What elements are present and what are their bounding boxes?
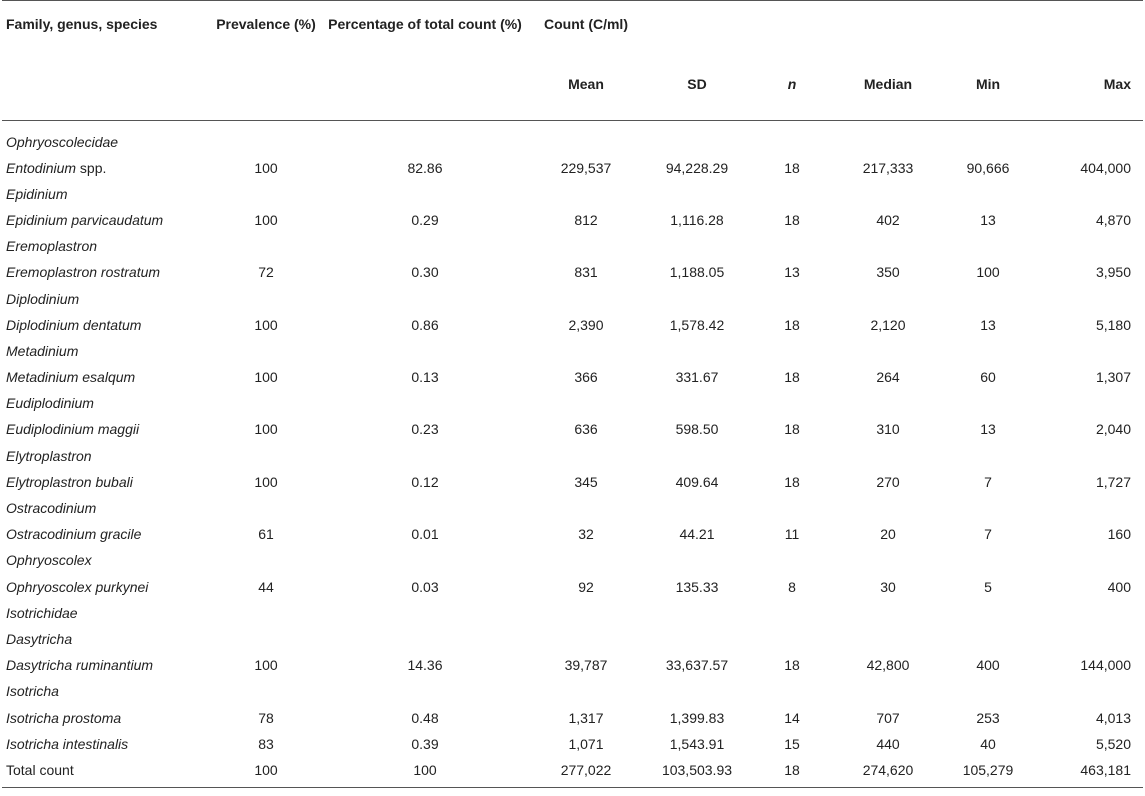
sd-cell: [643, 338, 751, 364]
max-cell: [1033, 234, 1143, 260]
header-row-bottom: [2, 76, 1143, 121]
taxon-group-row: [2, 234, 1143, 260]
sd-cell: [643, 548, 751, 574]
species-row: [2, 260, 1143, 286]
species-row: [2, 653, 1143, 679]
min-cell: [943, 121, 1033, 156]
min-cell: [943, 181, 1033, 207]
mean-cell: 1,317: [568, 709, 604, 726]
percentage-cell: 0.23: [411, 421, 439, 438]
header-blank: [2, 76, 211, 121]
max-cell: 2,040: [1095, 421, 1131, 438]
header-row-top: [2, 1, 1143, 77]
prevalence-cell: 100: [254, 211, 278, 228]
max-cell: [1033, 121, 1143, 156]
max-cell: 4,013: [1095, 709, 1131, 726]
sd-cell: 135.33: [675, 578, 719, 595]
max-cell: 1,307: [1095, 369, 1131, 386]
taxon-name-cell: [2, 653, 211, 679]
header-max: Max: [1033, 76, 1143, 121]
sd-cell: [643, 234, 751, 260]
min-cell: 7: [984, 473, 992, 490]
mean-cell: [529, 679, 643, 705]
taxon-name-cell: [2, 312, 211, 338]
sd-cell: 1,578.42: [669, 316, 725, 333]
species-row: [2, 207, 1143, 233]
max-cell: [1033, 679, 1143, 705]
species-name: Metadinium esalqum: [6, 369, 136, 386]
species-row: [2, 417, 1143, 443]
median-cell: [833, 679, 943, 705]
taxon-group-row: [2, 338, 1143, 364]
n-cell: [751, 495, 833, 521]
min-cell: 13: [980, 421, 996, 438]
min-cell: [943, 286, 1033, 312]
taxon-name-cell: Ophryoscolecidae: [6, 133, 119, 150]
n-cell: 18: [784, 159, 800, 176]
header-n: [751, 76, 833, 121]
n-cell: [751, 548, 833, 574]
header-blank: [1033, 1, 1143, 77]
mean-cell: [529, 121, 643, 156]
n-cell: 18: [784, 369, 800, 386]
prevalence-cell: 100: [254, 657, 278, 674]
mean-cell: [529, 234, 643, 260]
min-cell: [943, 679, 1033, 705]
n-cell: 18: [784, 316, 800, 333]
prevalence-cell: 83: [258, 735, 274, 752]
n-cell: [751, 234, 833, 260]
sd-cell: 331.67: [675, 369, 719, 386]
prevalence-cell: [211, 234, 321, 260]
median-cell: 402: [876, 211, 900, 228]
max-cell: [1033, 495, 1143, 521]
taxon-name-cell: [2, 417, 211, 443]
prevalence-cell: 100: [254, 369, 278, 386]
taxon-name-cell: Metadinium: [6, 342, 79, 359]
species-row: [2, 155, 1143, 181]
ciliate-count-table: [2, 0, 1143, 788]
max-cell: 4,870: [1095, 211, 1131, 228]
median-cell: 707: [876, 709, 900, 726]
median-cell: 217,333: [862, 159, 914, 176]
percentage-cell: [321, 121, 529, 156]
percentage-cell: 0.13: [411, 369, 439, 386]
sd-cell: 598.50: [675, 421, 719, 438]
min-cell: [943, 600, 1033, 626]
n-cell: [751, 600, 833, 626]
median-cell: 264: [876, 369, 900, 386]
min-cell: 7: [984, 526, 992, 543]
prevalence-cell: 78: [258, 709, 274, 726]
taxon-group-row: [2, 548, 1143, 574]
sd-cell: 1,399.83: [669, 709, 725, 726]
header-count-group: Count (C/ml): [529, 1, 643, 77]
percentage-cell: 0.86: [411, 316, 439, 333]
total-row: [2, 757, 1143, 788]
n-cell: [751, 338, 833, 364]
min-cell: 90,666: [966, 159, 1010, 176]
species-name: Diplodinium dentatum: [6, 316, 142, 333]
species-row: [2, 522, 1143, 548]
min-cell: 100: [976, 264, 1000, 281]
prevalence-cell: [211, 443, 321, 469]
mean-cell: 32: [578, 526, 594, 543]
mean-cell: 812: [574, 211, 598, 228]
prevalence-cell: [211, 286, 321, 312]
sd-cell: [643, 181, 751, 207]
n-cell: 8: [788, 578, 796, 595]
percentage-cell: 0.48: [411, 709, 439, 726]
taxon-group-row: [2, 626, 1143, 652]
percentage-cell: [321, 181, 529, 207]
taxon-group-row: [2, 181, 1143, 207]
percentage-cell: [321, 626, 529, 652]
prevalence-cell: [211, 391, 321, 417]
min-cell: [943, 548, 1033, 574]
max-cell: [1033, 443, 1143, 469]
sd-cell: [643, 443, 751, 469]
median-cell: [833, 626, 943, 652]
prevalence-cell: 61: [258, 526, 274, 543]
prevalence-cell: [211, 121, 321, 156]
header-mean: Mean: [529, 76, 643, 121]
header-sd: SD: [643, 76, 751, 121]
taxon-name-cell: [2, 469, 211, 495]
species-name: Eudiplodinium maggii: [6, 421, 140, 438]
species-row: [2, 574, 1143, 600]
sd-cell: 103,503.93: [643, 757, 751, 788]
species-row: [2, 365, 1143, 391]
max-cell: 5,180: [1095, 316, 1131, 333]
median-cell: [833, 338, 943, 364]
mean-cell: [529, 495, 643, 521]
taxon-group-row: [2, 286, 1143, 312]
percentage-cell: 0.03: [411, 578, 439, 595]
prevalence-cell: [211, 548, 321, 574]
sd-cell: 33,637.57: [665, 657, 729, 674]
mean-cell: 1,071: [568, 735, 604, 752]
prevalence-cell: [211, 600, 321, 626]
mean-cell: 229,537: [560, 159, 612, 176]
mean-cell: 831: [574, 264, 598, 281]
percentage-cell: 0.30: [411, 264, 439, 281]
min-cell: 105,279: [943, 757, 1033, 788]
species-row: [2, 705, 1143, 731]
prevalence-cell: 100: [254, 316, 278, 333]
min-cell: [943, 626, 1033, 652]
prevalence-cell: [211, 338, 321, 364]
taxon-group-row: [2, 600, 1143, 626]
prevalence-cell: 100: [254, 473, 278, 490]
max-cell: 3,950: [1095, 264, 1131, 281]
header-family: Family, genus, species: [2, 1, 211, 77]
max-cell: 1,727: [1095, 473, 1131, 490]
mean-cell: 345: [574, 473, 598, 490]
taxon-name-cell: Eudiplodinium: [6, 395, 94, 412]
table-body: [2, 121, 1143, 788]
taxon-name-cell: Ophryoscolex: [6, 552, 92, 569]
mean-cell: 366: [574, 369, 598, 386]
species-name: Ostracodinium gracile: [6, 526, 142, 543]
median-cell: 270: [876, 473, 900, 490]
median-cell: [833, 181, 943, 207]
header-blank: [943, 1, 1033, 77]
percentage-cell: 14.36: [407, 657, 443, 674]
percentage-cell: 100: [321, 757, 529, 788]
sd-cell: 1,543.91: [669, 735, 725, 752]
taxon-name-cell: Total count: [2, 757, 211, 788]
median-cell: [833, 548, 943, 574]
percentage-cell: [321, 338, 529, 364]
max-cell: [1033, 391, 1143, 417]
mean-cell: 277,022: [529, 757, 643, 788]
max-cell: [1033, 338, 1143, 364]
table-header: [2, 1, 1143, 121]
n-cell: [751, 181, 833, 207]
mean-cell: 2,390: [568, 316, 604, 333]
species-name: Isotricha intestinalis: [6, 735, 129, 752]
prevalence-cell: [211, 626, 321, 652]
percentage-cell: [321, 234, 529, 260]
header-n-label: n: [787, 76, 797, 92]
median-cell: 350: [876, 264, 900, 281]
percentage-cell: 0.29: [411, 211, 439, 228]
prevalence-cell: [211, 495, 321, 521]
percentage-cell: [321, 286, 529, 312]
max-cell: [1033, 286, 1143, 312]
min-cell: [943, 495, 1033, 521]
median-cell: [833, 495, 943, 521]
taxon-name-cell: [2, 574, 211, 600]
species-name: Elytroplastron bubali: [6, 473, 133, 490]
n-cell: 14: [784, 709, 800, 726]
species-name: Epidinium parvicaudatum: [6, 211, 164, 228]
taxon-name-cell: [2, 155, 211, 181]
percentage-cell: 0.12: [411, 473, 439, 490]
min-cell: 13: [980, 211, 996, 228]
sd-cell: [643, 391, 751, 417]
n-cell: 15: [784, 735, 800, 752]
sd-cell: [643, 600, 751, 626]
min-cell: [943, 443, 1033, 469]
prevalence-cell: [211, 181, 321, 207]
taxon-name-cell: [2, 365, 211, 391]
taxon-name-cell: [2, 260, 211, 286]
species-suffix: spp.: [76, 159, 107, 176]
taxon-name-cell: Elytroplastron: [6, 447, 92, 464]
max-cell: [1033, 626, 1143, 652]
median-cell: [833, 121, 943, 156]
n-cell: 18: [751, 757, 833, 788]
min-cell: 253: [976, 709, 1000, 726]
max-cell: [1033, 600, 1143, 626]
taxon-group-row: [2, 495, 1143, 521]
mean-cell: [529, 600, 643, 626]
prevalence-cell: 72: [258, 264, 274, 281]
prevalence-cell: 100: [254, 159, 278, 176]
n-cell: [751, 443, 833, 469]
max-cell: [1033, 548, 1143, 574]
median-cell: [833, 391, 943, 417]
percentage-cell: [321, 548, 529, 574]
header-blank: [751, 1, 833, 77]
sd-cell: [643, 121, 751, 156]
species-name: Eremoplastron rostratum: [6, 264, 161, 281]
taxon-group-row: [2, 443, 1143, 469]
median-cell: [833, 443, 943, 469]
max-cell: 400: [1107, 578, 1131, 595]
taxon-name-cell: [2, 731, 211, 757]
mean-cell: [529, 181, 643, 207]
prevalence-cell: 100: [254, 421, 278, 438]
taxon-name-cell: Ostracodinium: [6, 500, 97, 517]
taxon-group-row: [2, 679, 1143, 705]
sd-cell: [643, 495, 751, 521]
header-blank: [833, 1, 943, 77]
percentage-cell: [321, 443, 529, 469]
prevalence-cell: [211, 679, 321, 705]
prevalence-cell: 44: [258, 578, 274, 595]
percentage-cell: 0.39: [411, 735, 439, 752]
sd-cell: [643, 286, 751, 312]
header-min: Min: [943, 76, 1033, 121]
mean-cell: [529, 548, 643, 574]
median-cell: [833, 286, 943, 312]
mean-cell: [529, 338, 643, 364]
prevalence-cell: 100: [211, 757, 321, 788]
n-cell: [751, 391, 833, 417]
mean-cell: [529, 391, 643, 417]
species-row: [2, 731, 1143, 757]
percentage-cell: [321, 391, 529, 417]
species-row: [2, 312, 1143, 338]
taxon-group-row: [2, 121, 1143, 156]
n-cell: [751, 626, 833, 652]
sd-cell: 94,228.29: [665, 159, 729, 176]
taxon-name-cell: Eremoplastron: [6, 238, 98, 255]
percentage-cell: [321, 495, 529, 521]
species-name: Dasytricha ruminantium: [6, 657, 154, 674]
sd-cell: [643, 679, 751, 705]
species-name: Isotricha prostoma: [6, 709, 122, 726]
median-cell: 30: [880, 578, 896, 595]
n-cell: 13: [784, 264, 800, 281]
median-cell: 2,120: [870, 316, 906, 333]
species-name: Ophryoscolex purkynei: [6, 578, 149, 595]
median-cell: 42,800: [866, 657, 910, 674]
max-cell: 5,520: [1095, 735, 1131, 752]
sd-cell: 1,116.28: [670, 211, 724, 228]
min-cell: 40: [980, 735, 996, 752]
mean-cell: [529, 626, 643, 652]
mean-cell: 92: [578, 578, 594, 595]
median-cell: 310: [876, 421, 900, 438]
header-percentage: Percentage of total count (%): [321, 1, 529, 77]
taxon-name-cell: Dasytricha: [6, 630, 73, 647]
min-cell: 400: [976, 657, 1000, 674]
median-cell: 440: [876, 735, 900, 752]
mean-cell: [529, 443, 643, 469]
mean-cell: [529, 286, 643, 312]
taxon-name-cell: [2, 705, 211, 731]
min-cell: 13: [980, 316, 996, 333]
taxon-name-cell: [2, 207, 211, 233]
median-cell: [833, 600, 943, 626]
min-cell: [943, 391, 1033, 417]
max-cell: 463,181: [1033, 757, 1143, 788]
percentage-cell: [321, 600, 529, 626]
max-cell: 144,000: [1080, 657, 1131, 674]
species-name: Entodinium: [6, 159, 77, 176]
sd-cell: 44.21: [679, 526, 715, 543]
header-prevalence: Prevalence (%): [211, 1, 321, 77]
taxon-name-cell: [2, 522, 211, 548]
n-cell: [751, 679, 833, 705]
n-cell: 18: [784, 657, 800, 674]
taxon-name-cell: Diplodinium: [6, 290, 80, 307]
taxon-name-cell: Epidinium: [6, 185, 68, 202]
min-cell: [943, 234, 1033, 260]
median-cell: [833, 234, 943, 260]
species-row: [2, 469, 1143, 495]
taxon-name-cell: Isotricha: [6, 683, 59, 700]
min-cell: 60: [980, 369, 996, 386]
max-cell: 404,000: [1080, 159, 1131, 176]
percentage-cell: 0.01: [411, 526, 439, 543]
min-cell: 5: [984, 578, 992, 595]
median-cell: 20: [880, 526, 896, 543]
mean-cell: 39,787: [564, 657, 608, 674]
n-cell: 18: [784, 473, 800, 490]
taxon-group-row: [2, 391, 1143, 417]
max-cell: 160: [1107, 526, 1131, 543]
min-cell: [943, 338, 1033, 364]
n-cell: 18: [784, 211, 800, 228]
n-cell: 18: [784, 421, 800, 438]
sd-cell: [643, 626, 751, 652]
n-cell: [751, 121, 833, 156]
percentage-cell: [321, 679, 529, 705]
header-blank: [211, 76, 321, 121]
max-cell: [1033, 181, 1143, 207]
median-cell: 274,620: [833, 757, 943, 788]
percentage-cell: 82.86: [407, 159, 443, 176]
header-blank: [643, 1, 751, 77]
sd-cell: 409.64: [675, 473, 719, 490]
n-cell: 11: [784, 526, 800, 543]
header-blank: [321, 76, 529, 121]
n-cell: [751, 286, 833, 312]
taxon-name-cell: Isotrichidae: [6, 604, 78, 621]
sd-cell: 1,188.05: [669, 264, 725, 281]
mean-cell: 636: [574, 421, 598, 438]
header-median: Median: [833, 76, 943, 121]
